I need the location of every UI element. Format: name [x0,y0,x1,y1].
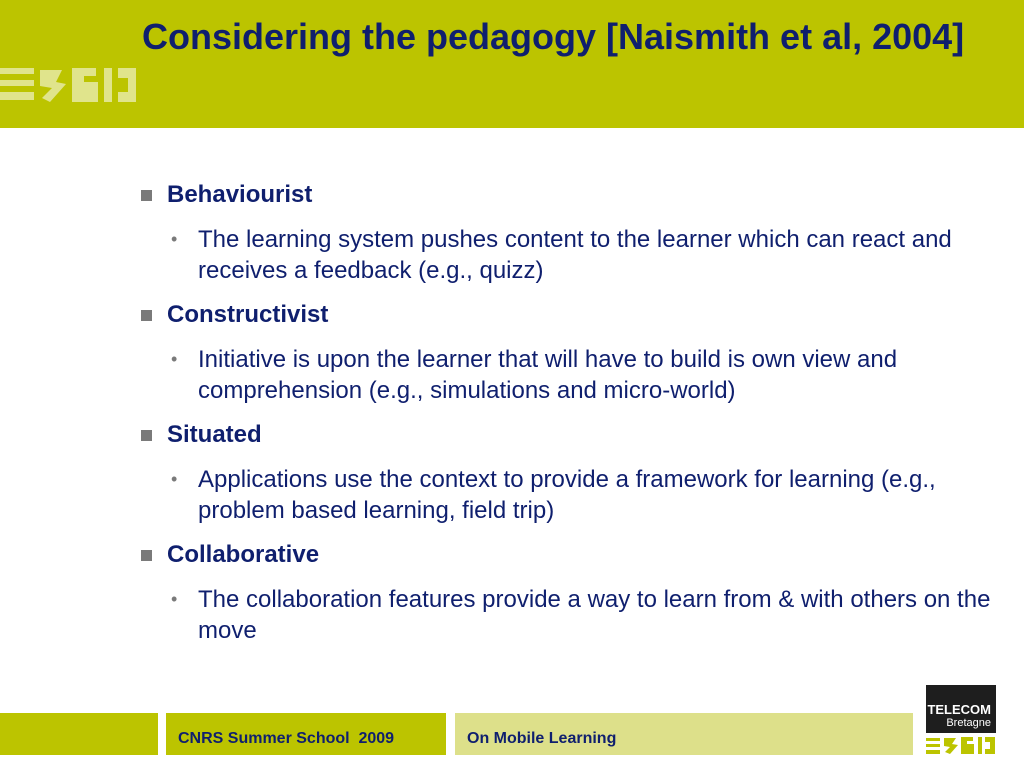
item-text: The learning system pushes content to the learner which can react and receives a feedback (e.g., quizz) [198,226,952,284]
footer-topic-box [455,713,913,755]
footer-event-label: CNRS Summer School 2009 [178,730,395,747]
square-bullet-icon [141,550,152,561]
list-item [140,538,1000,646]
item-text: Initiative is upon the learner that will have to build is own view and comprehension (e.g., simulations and micro-world) [198,346,898,404]
dot-bullet-icon: • [171,229,178,249]
item-heading: Situated [167,421,262,448]
footer-event-box [166,713,446,755]
item-text: The collaboration features provide a way to learn from & with others on the move [198,586,991,644]
footer-topic-label: On Mobile Learning [467,730,617,747]
telecom-logo-watermark-icon [0,62,140,106]
item-heading: Collaborative [167,541,320,568]
square-bullet-icon [141,430,152,441]
footer-block-left [0,713,158,755]
header-band [0,0,1024,128]
item-heading: Constructivist [167,301,329,328]
brand-box [926,685,996,733]
brand-glyphs-icon [926,735,996,755]
item-text: Applications use the context to provide a framework for learning (e.g., problem based learning, field trip) [198,466,936,524]
slide-title: Considering the pedagogy [Naismith et al, 2004] [142,16,965,57]
dot-bullet-icon: • [171,469,178,489]
dot-bullet-icon: • [171,589,178,609]
square-bullet-icon [141,190,152,201]
list-item [140,178,1000,286]
dot-bullet-icon: • [171,349,178,369]
square-bullet-icon [141,310,152,321]
bullet-list [140,178,1000,658]
brand-line1: TELECOM [927,702,991,717]
item-heading: Behaviourist [167,181,313,208]
list-item [140,298,1000,406]
telecom-bretagne-logo [926,685,996,755]
brand-line2: Bretagne [946,717,991,729]
list-item [140,418,1000,526]
